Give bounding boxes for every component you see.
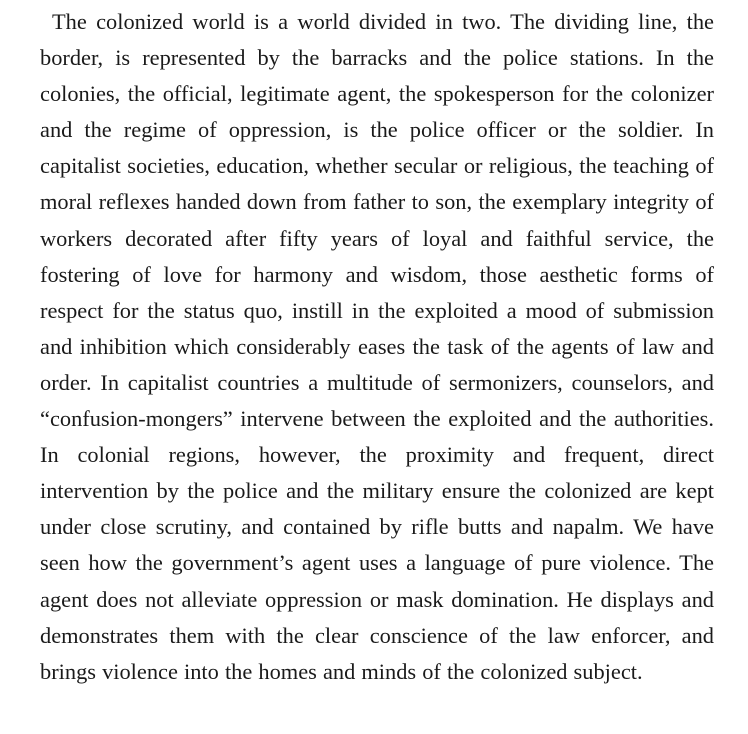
body-paragraph: The colonized world is a world divided in two. The dividing line, the border, is represented by the barracks and the police stations. In the colonies, the official, legitimate agent, the spokesperson for the colonizer and the regime of oppression, is the police officer or the soldier. In capitalist societies, education, whether secular or religious, the teaching of moral reflexes handed down from father to son, the exemplary integrity of workers decorated after fifty years of loyal and faithful service, the fostering of love for harmony and wisdom, those aesthetic forms of respect for the status quo, instill in the exploited a mood of submission and inhibition which considerably eases the task of the agents of law and order. In capitalist countries a multitude of sermonizers, counselors, and “confusion-mongers” intervene between the exploited and the authorities. In colonial regions, however, the proximity and frequent, direct intervention by the police and the military ensure the colonized are kept under close scrutiny, and contained by rifle butts and napalm. We have seen how the government’s agent uses a language of pure violence. The agent does not alleviate oppression or mask domination. He displays and demonstrates them with the clear conscience of the law enforcer, and brings violence into the homes and minds of the colonized subject. [40, 9, 714, 684]
